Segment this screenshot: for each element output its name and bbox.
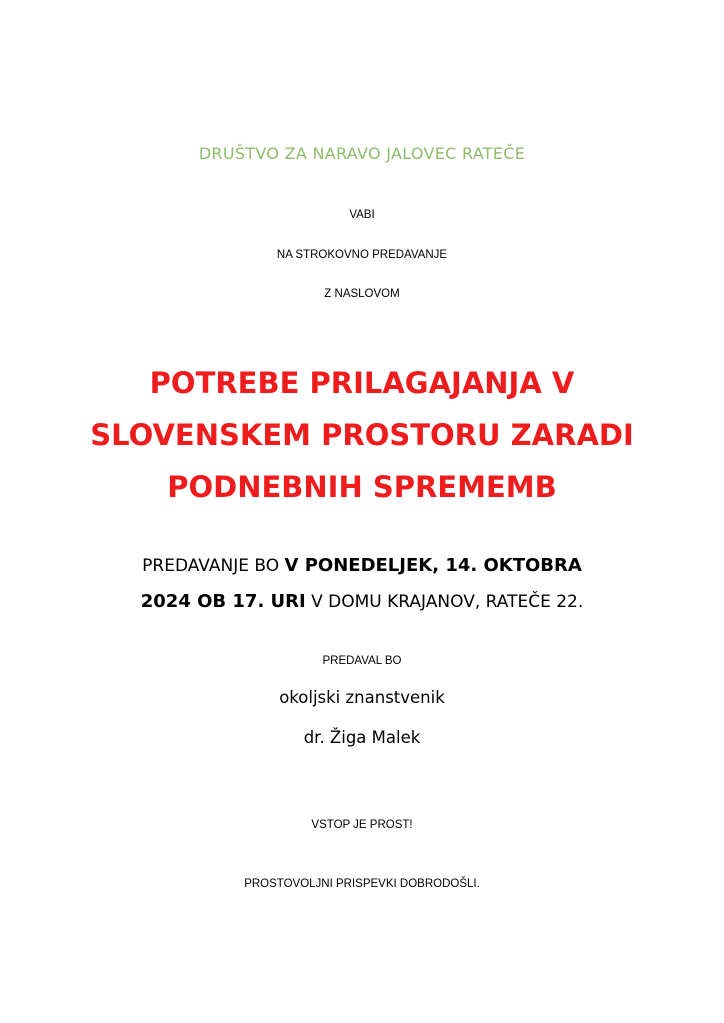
event-details-line-1 (0, 548, 724, 584)
lecture-title-line-1: POTREBE PRILAGAJANJA V (149, 366, 575, 400)
lecturer-intro: PREDAVAL BO (322, 655, 402, 667)
event-details-prefix: PREDAVANJE BO (142, 556, 285, 576)
titled-text: Z NASLOVOM (324, 288, 400, 300)
contributions-text: PROSTOVOLJNI PRISPEVKI DOBRODOŠLI. (244, 878, 480, 890)
event-date: V PONEDELJEK, 14. OKTOBRA (284, 555, 582, 576)
invites-text: VABI (349, 209, 375, 221)
lecturer-name: dr. Žiga Malek (303, 728, 421, 747)
lecture-title-line-2: SLOVENSKEM PROSTORU ZARADI (90, 418, 634, 452)
event-time: 2024 OB 17. URI (140, 591, 306, 612)
event-location: V DOMU KRAJANOV, RATEČE 22. (305, 592, 584, 612)
lecture-type-text: NA STROKOVNO PREDAVANJE (276, 249, 448, 261)
event-details-line-2 (0, 584, 724, 620)
entry-free-text: VSTOP JE PROST! (311, 819, 413, 831)
lecturer-role: okoljski znanstvenik (279, 688, 445, 707)
lecture-title-line-3: PODNEBNIH SPREMEMB (167, 470, 557, 504)
organization-name: DRUŠTVO ZA NARAVO JALOVEC RATEČE (198, 144, 526, 163)
